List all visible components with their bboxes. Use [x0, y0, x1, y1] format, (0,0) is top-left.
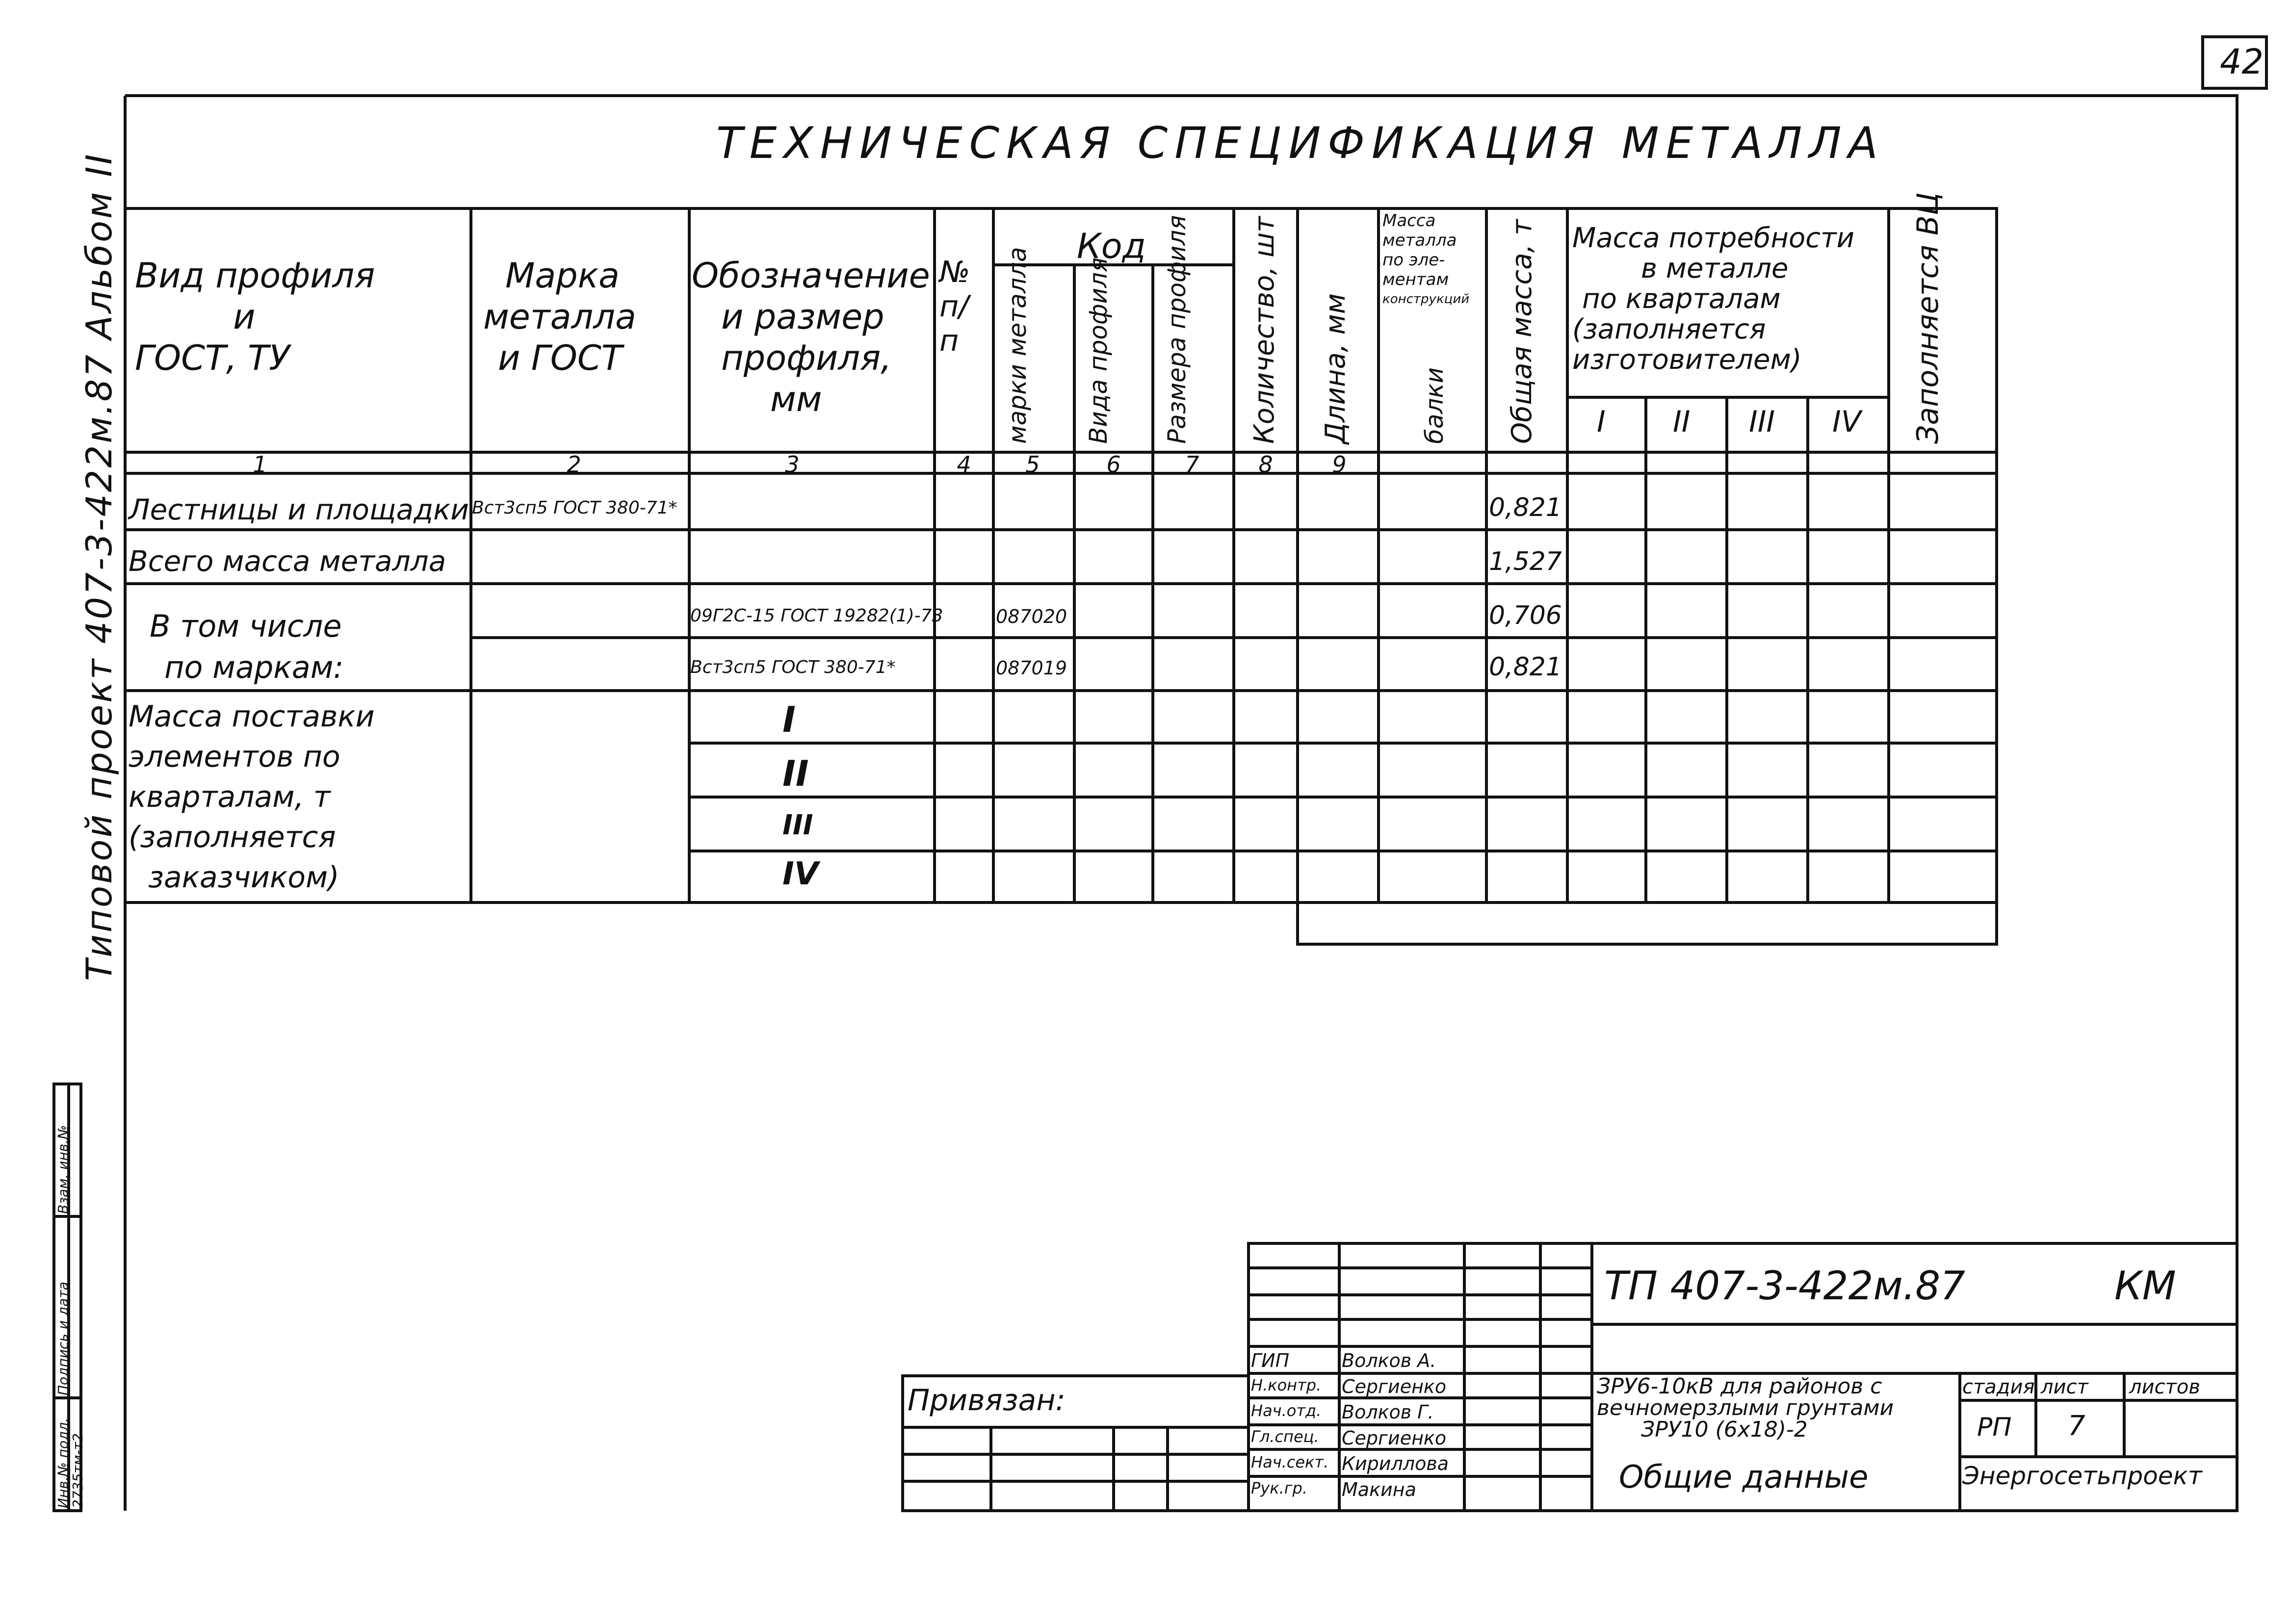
row-grade2-designation: Вст3сп5 ГОСТ 380-71* [690, 657, 896, 677]
header-mass-need-line2: в металле [1641, 253, 1789, 284]
side-project-label: Типовой проект 407-3-422м.87 Альбом II [78, 152, 120, 981]
sheets-label: листов [2129, 1376, 2200, 1398]
name-1: Волков А. [1342, 1350, 1436, 1371]
row-delivery-line5: заказчиком) [148, 860, 339, 895]
header-profile-line2: и [233, 297, 256, 337]
row-delivery-label [129, 696, 375, 898]
sheet-corner-number: 42 [2220, 42, 2264, 82]
col-num-2: 2 [567, 451, 581, 478]
header-designation-line4: мм [770, 379, 822, 419]
delivery-quarter-1: I [782, 699, 796, 740]
col-num-9: 9 [1332, 451, 1347, 478]
header-designation-line3: профиля, [721, 338, 892, 378]
col-num-6: 6 [1106, 451, 1121, 478]
sheet-name: Общие данные [1619, 1459, 1869, 1495]
row-grade2-total: 0,821 [1489, 652, 1562, 682]
header-profile [135, 255, 375, 379]
role-6: Рук.гр. [1251, 1479, 1308, 1497]
header-profile-line1: Вид профиля [135, 256, 375, 296]
row-by-grade-line2: по маркам: [164, 649, 344, 685]
header-mass-elements [1382, 211, 1469, 309]
row-delivery-line4: (заполняется [129, 820, 336, 854]
header-mass-need-line1: Масса потребности [1572, 222, 1855, 254]
col-num-3: 3 [785, 451, 800, 478]
header-total-mass: Общая масса, т [1506, 219, 1538, 444]
row-grade1-total: 0,706 [1489, 601, 1562, 630]
header-designation-line2: и размер [721, 297, 885, 337]
delivery-quarter-3: III [782, 809, 813, 841]
role-2: Н.контр. [1251, 1376, 1322, 1394]
delivery-quarter-2: II [782, 753, 809, 794]
role-4: Гл.спец. [1251, 1427, 1319, 1446]
doc-code: ТП 407-3-422м.87 [1604, 1263, 1966, 1309]
header-mass-need-line5: изготовителем) [1572, 344, 1802, 376]
header-designation [692, 255, 930, 420]
header-metal [483, 255, 636, 379]
row-delivery-line3: кварталам, т [129, 780, 331, 814]
stamp-inv-label: Инв.№ подл. [55, 1418, 71, 1508]
col-num-4: 4 [957, 451, 971, 478]
name-6: Макина [1342, 1479, 1416, 1500]
sheet-label: лист [2041, 1376, 2088, 1398]
bound-label: Привязан: [908, 1383, 1066, 1418]
header-quantity: Количество, шт [1249, 216, 1280, 444]
doc-mark: КМ [2114, 1263, 2176, 1309]
row-delivery-line1: Масса поставки [129, 699, 375, 734]
role-5: Нач.сект. [1251, 1453, 1329, 1471]
col-num-5: 5 [1025, 451, 1040, 478]
col-num-1: 1 [253, 451, 267, 478]
header-length: Длина, мм [1320, 293, 1352, 444]
header-num-pp-line2: п/ [939, 289, 969, 324]
project-name [1597, 1376, 1894, 1441]
header-designation-line1: Обозначение [692, 256, 930, 296]
header-code-size: Размера профиля [1163, 215, 1191, 444]
row-stairs-total: 0,821 [1489, 493, 1562, 522]
row-stairs-metal: Вст3сп5 ГОСТ 380-71* [472, 498, 677, 518]
stamp-replace-label: Взам. инв.№ [55, 1125, 71, 1214]
stage-label: стадия [1962, 1376, 2035, 1398]
row-total-value: 1,527 [1489, 547, 1562, 576]
header-mass-need-line3: по кварталам [1582, 283, 1781, 315]
quarter-header-1: I [1597, 405, 1606, 439]
organization: Энергосетьпроект [1962, 1462, 2202, 1490]
header-metal-line1: Марка [505, 256, 620, 296]
stamp-sign-label: Подпись и дата [55, 1282, 71, 1395]
header-code-view: Вида профиля [1084, 257, 1113, 444]
row-by-grade-label [150, 606, 343, 688]
project-name-line2: вечномерзлыми грунтами [1597, 1395, 1894, 1420]
header-mass-elements-line2: металла [1382, 231, 1457, 250]
header-code: Код [1077, 226, 1146, 266]
project-name-line3: ЗРУ10 (6х18)-2 [1641, 1417, 1808, 1442]
name-4: Сергиенко [1342, 1427, 1447, 1449]
role-1: ГИП [1251, 1350, 1290, 1371]
name-2: Сергиенко [1342, 1376, 1447, 1397]
header-metal-line2: металла [483, 297, 636, 337]
header-mass-elements-line5: конструкций [1382, 292, 1470, 307]
row-grade1-designation: 09Г2С-15 ГОСТ 19282(1)-73 [690, 606, 943, 626]
quarter-header-2: II [1673, 405, 1691, 439]
header-filled-vc: Заполняется ВЦ [1911, 192, 1945, 444]
delivery-quarter-4: IV [782, 856, 819, 892]
header-mass-need-line4: (заполняется [1572, 313, 1766, 345]
quarter-header-3: III [1749, 405, 1775, 439]
header-mass-need [1572, 223, 1854, 375]
header-code-metal: марки металла [1003, 247, 1032, 444]
sheet-number: 7 [2068, 1410, 2085, 1442]
row-grade2-code: 087019 [996, 657, 1067, 679]
header-mass-elements-line1: Масса [1382, 211, 1436, 231]
header-num-pp [939, 255, 970, 358]
quarter-header-4: IV [1832, 405, 1861, 439]
row-grade1-code: 087020 [996, 606, 1067, 627]
stage-value: РП [1977, 1413, 2012, 1442]
project-name-line1: ЗРУ6-10кВ для районов с [1597, 1374, 1882, 1399]
row-stairs-name: Лестницы и площадки [129, 493, 469, 526]
header-mass-elements-line4: ментам [1382, 270, 1449, 289]
header-metal-line3: и ГОСТ [498, 338, 623, 378]
header-num-pp-line3: п [939, 324, 959, 358]
header-num-pp-line1: № [939, 255, 970, 289]
row-delivery-line2: элементов по [129, 740, 340, 774]
col-num-7: 7 [1185, 451, 1199, 478]
row-total-name: Всего масса металла [129, 544, 446, 578]
row-by-grade-line1: В том числе [150, 608, 342, 644]
header-beams: балки [1420, 367, 1449, 444]
role-3: Нач.отд. [1251, 1401, 1322, 1420]
name-3: Волков Г. [1342, 1401, 1434, 1423]
name-5: Кириллова [1342, 1453, 1449, 1474]
stamp-inv-value: 2735тм-т2 [70, 1433, 86, 1508]
header-profile-line3: ГОСТ, ТУ [135, 338, 290, 378]
header-mass-elements-line3: по эле- [1382, 250, 1445, 270]
page-title: ТЕХНИЧЕСКАЯ СПЕЦИФИКАЦИЯ МЕТАЛЛА [716, 118, 1885, 168]
col-num-8: 8 [1258, 451, 1273, 478]
